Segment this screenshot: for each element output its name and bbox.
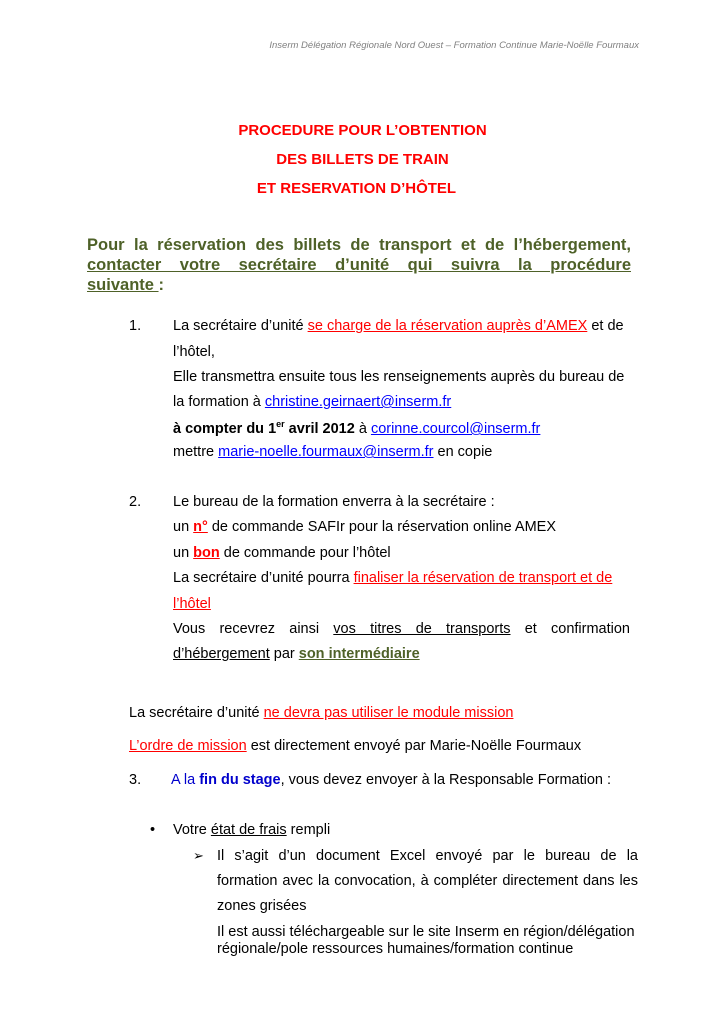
step1-line-3: Elle transmettra ensuite tous les renseignements auprès du bureau de [173, 369, 625, 385]
title-line-3: ET RESERVATION D’HÔTEL [256, 180, 457, 197]
step1-line-4: la formation à christine.geirnaert@inserm.fr [173, 394, 452, 410]
step1-line-5: à compter du 1er avril 2012 à corinne.courcol@inserm.fr [173, 419, 541, 437]
intro-line-2: contacter votre secrétaire d’unité qui suivra la procédure [87, 256, 631, 274]
note-no-mission-module: La secrétaire d’unité ne devra pas utiliser le module mission [129, 705, 514, 721]
step3-line: A la fin du stage, vous devez envoyer à la Responsable Formation : [171, 772, 612, 788]
title-line-1: PROCEDURE POUR L’OBTENTION [238, 122, 487, 139]
sub-line-1: Il s’agit d’un document Excel envoyé par le bureau de la [217, 848, 638, 864]
step2-line-1: Le bureau de la formation enverra à la secrétaire : [173, 494, 495, 510]
step2-line-4: La secrétaire d’unité pourra finaliser la réservation de transport et de [173, 570, 613, 586]
email-link-christine[interactable]: christine.geirnaert@inserm.fr [264, 394, 452, 410]
intro-line-1: Pour la réservation des billets de transport et de l’hébergement, [87, 236, 631, 254]
sub-line-3: zones grisées [217, 898, 307, 914]
step1-line-2: l’hôtel, [173, 344, 215, 360]
page-header: Inserm Délégation Régionale Nord Ouest – Formation Continue Marie-Noëlle Fourmaux [269, 40, 639, 51]
step1-line-1: La secrétaire d’unité se charge de la réservation auprès d’AMEX et de [173, 318, 624, 334]
title-line-2: DES BILLETS DE TRAIN [276, 151, 449, 168]
arrow-bullet-icon: ➢ [193, 848, 204, 863]
note-ordre-mission: L’ordre de mission est directement envoyé par Marie-Noëlle Fourmaux [129, 738, 582, 754]
sub-line-5: régionale/pole ressources humaines/formation continue [217, 941, 574, 957]
step2-line-5: l’hôtel [173, 596, 211, 612]
sub-line-4: Il est aussi téléchargeable sur le site Inserm en région/délégation [217, 924, 635, 940]
step2-line-6: Vous recevrez ainsi vos titres de transports et confirmation [173, 621, 630, 637]
step2-line-3: un bon de commande pour l’hôtel [173, 545, 391, 561]
step2-line-7: d’hébergement par son intermédiaire [173, 646, 420, 662]
step1-line-6: mettre marie-noelle.fourmaux@inserm.fr en copie [173, 444, 493, 460]
step1-number: 1. [129, 318, 142, 334]
step2-line-2: un n° de commande SAFIr pour la réservation online AMEX [173, 519, 556, 535]
email-link-marie-noelle[interactable]: marie-noelle.fourmaux@inserm.fr [218, 444, 434, 460]
intro-line-3: suivante : [87, 276, 165, 294]
email-link-corinne[interactable]: corinne.courcol@inserm.fr [370, 420, 541, 437]
bullet-icon: • [150, 822, 156, 838]
step3-number: 3. [129, 772, 142, 788]
step2-number: 2. [129, 494, 142, 510]
bullet-etat-de-frais: Votre état de frais rempli [173, 822, 331, 838]
sub-line-2: formation avec la convocation, à compléter directement dans les [217, 873, 638, 889]
